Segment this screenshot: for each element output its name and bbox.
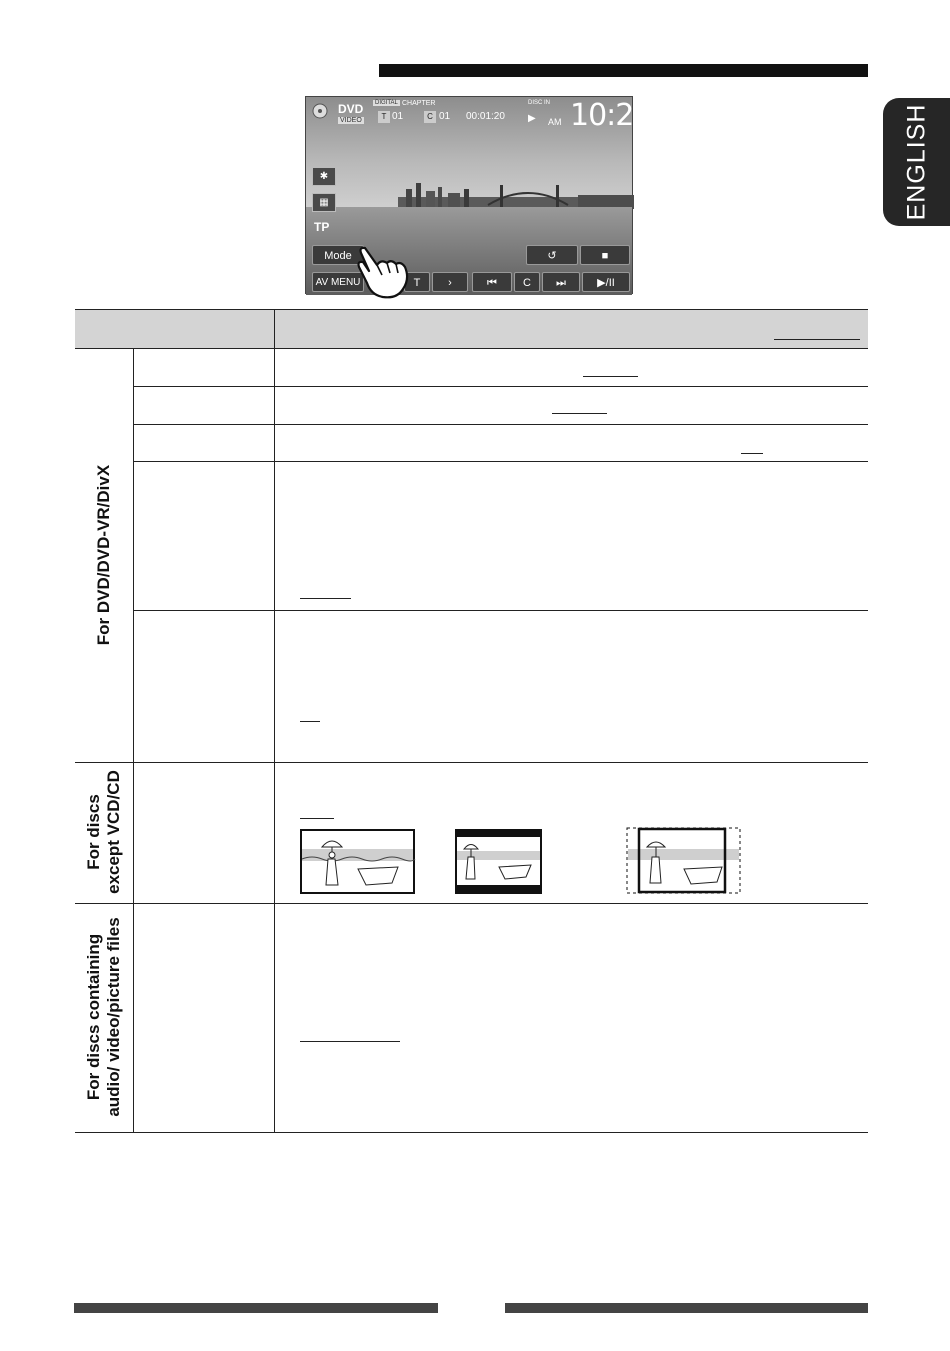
play-pause-button[interactable] — [582, 272, 630, 292]
equalizer-button[interactable] — [312, 193, 336, 212]
av-menu-button[interactable]: AV MENU — [312, 272, 364, 292]
table-column-rule — [274, 309, 275, 1133]
repeat-button[interactable] — [526, 245, 578, 265]
pointing-hand-icon — [355, 245, 411, 303]
clock: 10:28 — [570, 98, 652, 133]
group-label-audio-video: For discs containing audio/ video/picture files — [84, 917, 123, 1117]
footer-bar-left — [74, 1303, 438, 1313]
header-bar — [379, 64, 868, 77]
tp-label[interactable]: TP — [314, 220, 330, 234]
city-skyline-illustration — [398, 179, 634, 209]
clock-ampm: AM — [548, 117, 562, 127]
table-group-rule — [75, 762, 868, 763]
group-label-dvd: For DVD/DVD-VR/DivX — [94, 464, 113, 646]
chapter-select-button[interactable] — [514, 272, 540, 292]
language-tab — [883, 98, 950, 226]
disc-icon — [312, 103, 328, 119]
chapter-icon: C — [424, 111, 436, 123]
default-underline — [300, 598, 351, 599]
mode-button[interactable]: Mode — [312, 245, 364, 265]
aspect-panscan-illustration — [626, 827, 741, 894]
default-underline — [741, 453, 763, 454]
table-group-rule — [75, 903, 868, 904]
table-row-rule — [133, 610, 868, 611]
equalizer-icon: ▦ — [319, 197, 329, 208]
default-underline — [552, 413, 607, 414]
table-header-rule — [75, 348, 868, 349]
bluetooth-button[interactable] — [312, 167, 336, 186]
screen-source: DVD — [338, 102, 364, 116]
table-header — [75, 309, 868, 348]
skip-forward-icon: ⏭ — [556, 277, 566, 289]
next-page-button[interactable] — [432, 272, 468, 292]
playback-time: 00:01:20 — [466, 111, 505, 122]
skip-back-icon: ⏮ — [487, 277, 497, 289]
bluetooth-icon: ✱ — [319, 171, 329, 182]
language-tab-label: ENGLISH — [902, 103, 930, 221]
digital-badge: DIGITAL — [375, 100, 398, 106]
screen-source-sub: VIDEO — [340, 117, 362, 124]
stop-icon: ■ — [601, 250, 609, 262]
default-underline — [300, 721, 320, 722]
table-top-rule — [75, 309, 868, 310]
table-row-rule — [133, 461, 868, 462]
play-status-icon: ▶ — [528, 113, 536, 124]
disc-in-label: DISC IN — [528, 100, 551, 106]
title-select-icon: T — [413, 277, 421, 289]
footer-bar-right — [505, 1303, 868, 1313]
chapter-select-icon: C — [523, 277, 531, 289]
table-bottom-rule — [75, 1132, 868, 1133]
repeat-icon: ↺ — [547, 250, 557, 262]
default-underline — [300, 1041, 400, 1042]
title-icon: T — [378, 111, 390, 123]
aspect-full-illustration — [300, 829, 415, 894]
table-column-rule — [133, 348, 134, 1133]
table-row-rule — [133, 424, 868, 425]
group-label-except-vcd: For discs except VCD/CD — [84, 770, 123, 894]
next-track-button[interactable] — [542, 272, 580, 292]
header-underline — [774, 339, 860, 340]
chevron-right-icon: › — [448, 277, 452, 289]
table-row-rule — [133, 386, 868, 387]
aspect-regular-illustration — [455, 829, 542, 894]
chapter-badge: CHAPTER — [402, 100, 436, 107]
title-number: 01 — [392, 111, 404, 122]
stop-button[interactable] — [580, 245, 630, 265]
chapter-number: 01 — [439, 111, 451, 122]
default-underline — [300, 818, 334, 819]
play-pause-icon: ▶/II — [597, 277, 615, 289]
default-underline — [583, 376, 638, 377]
previous-track-button[interactable] — [472, 272, 512, 292]
